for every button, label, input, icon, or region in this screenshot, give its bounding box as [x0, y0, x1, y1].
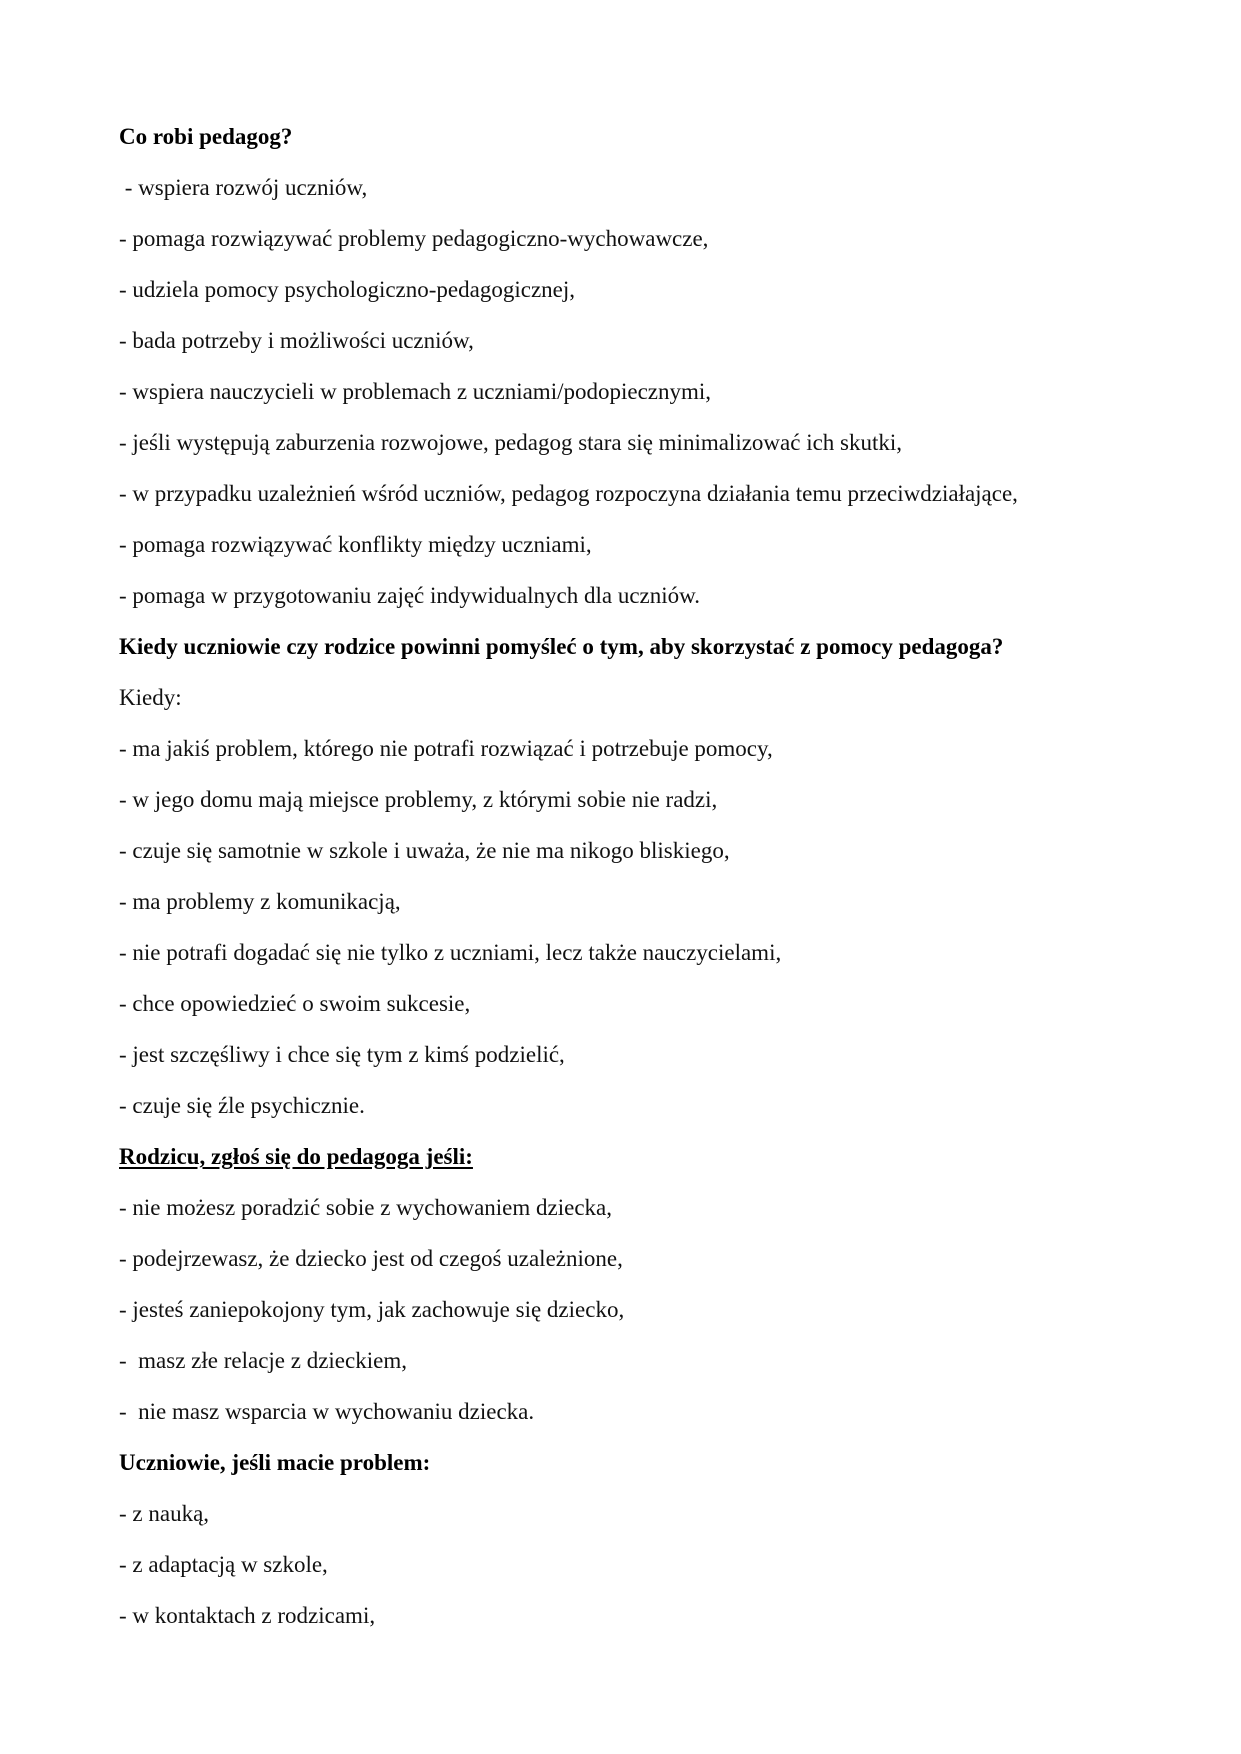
list-item: - jeśli występują zaburzenia rozwojowe, pedagog stara się minimalizować ich skutki,	[119, 430, 903, 455]
section-heading-when-to-seek-help: Kiedy uczniowie czy rodzice powinni pomyśleć o tym, aby skorzystać z pomocy pedagoga?	[119, 634, 1004, 659]
section-heading-what-pedagogue-does: Co robi pedagog?	[119, 124, 293, 149]
section-intro: Kiedy:	[119, 685, 182, 710]
list-item: - podejrzewasz, że dziecko jest od czegoś uzależnione,	[119, 1246, 623, 1271]
list-item: - w kontaktach z rodzicami,	[119, 1603, 376, 1628]
document-page	[119, 111, 1139, 1641]
list-item: - pomaga rozwiązywać problemy pedagogiczno-wychowawcze,	[119, 226, 709, 251]
list-item: - masz złe relacje z dzieckiem,	[119, 1348, 407, 1373]
list-item: - ma jakiś problem, którego nie potrafi rozwiązać i potrzebuje pomocy,	[119, 736, 773, 761]
list-item: - z nauką,	[119, 1501, 210, 1526]
list-item: - jesteś zaniepokojony tym, jak zachowuje się dziecko,	[119, 1297, 625, 1322]
list-item: - chce opowiedzieć o swoim sukcesie,	[119, 991, 471, 1016]
list-item: - nie potrafi dogadać się nie tylko z uczniami, lecz także nauczycielami,	[119, 940, 782, 965]
list-item: - wspiera rozwój uczniów,	[119, 175, 368, 200]
list-item: - czuje się źle psychicznie.	[119, 1093, 365, 1118]
list-item: - w jego domu mają miejsce problemy, z którymi sobie nie radzi,	[119, 787, 718, 812]
list-item: - nie masz wsparcia w wychowaniu dziecka.	[119, 1399, 535, 1424]
list-item: - wspiera nauczycieli w problemach z uczniami/podopiecznymi,	[119, 379, 712, 404]
list-item: - nie możesz poradzić sobie z wychowaniem dziecka,	[119, 1195, 613, 1220]
list-item: - pomaga w przygotowaniu zajęć indywidualnych dla uczniów.	[119, 583, 700, 608]
list-item: - bada potrzeby i możliwości uczniów,	[119, 328, 474, 353]
section-heading-students: Uczniowie, jeśli macie problem:	[119, 1450, 431, 1475]
list-item: - czuje się samotnie w szkole i uważa, że nie ma nikogo bliskiego,	[119, 838, 730, 863]
list-item: - ma problemy z komunikacją,	[119, 889, 401, 914]
list-item: - z adaptacją w szkole,	[119, 1552, 328, 1577]
list-item: - pomaga rozwiązywać konflikty między uczniami,	[119, 532, 592, 557]
list-item: - jest szczęśliwy i chce się tym z kimś podzielić,	[119, 1042, 565, 1067]
list-item: - udziela pomocy psychologiczno-pedagogicznej,	[119, 277, 576, 302]
section-heading-parents: Rodzicu, zgłoś się do pedagoga jeśli:	[119, 1144, 473, 1169]
list-item: - w przypadku uzależnień wśród uczniów, pedagog rozpoczyna działania temu przeciwdziałające,	[119, 481, 1018, 506]
